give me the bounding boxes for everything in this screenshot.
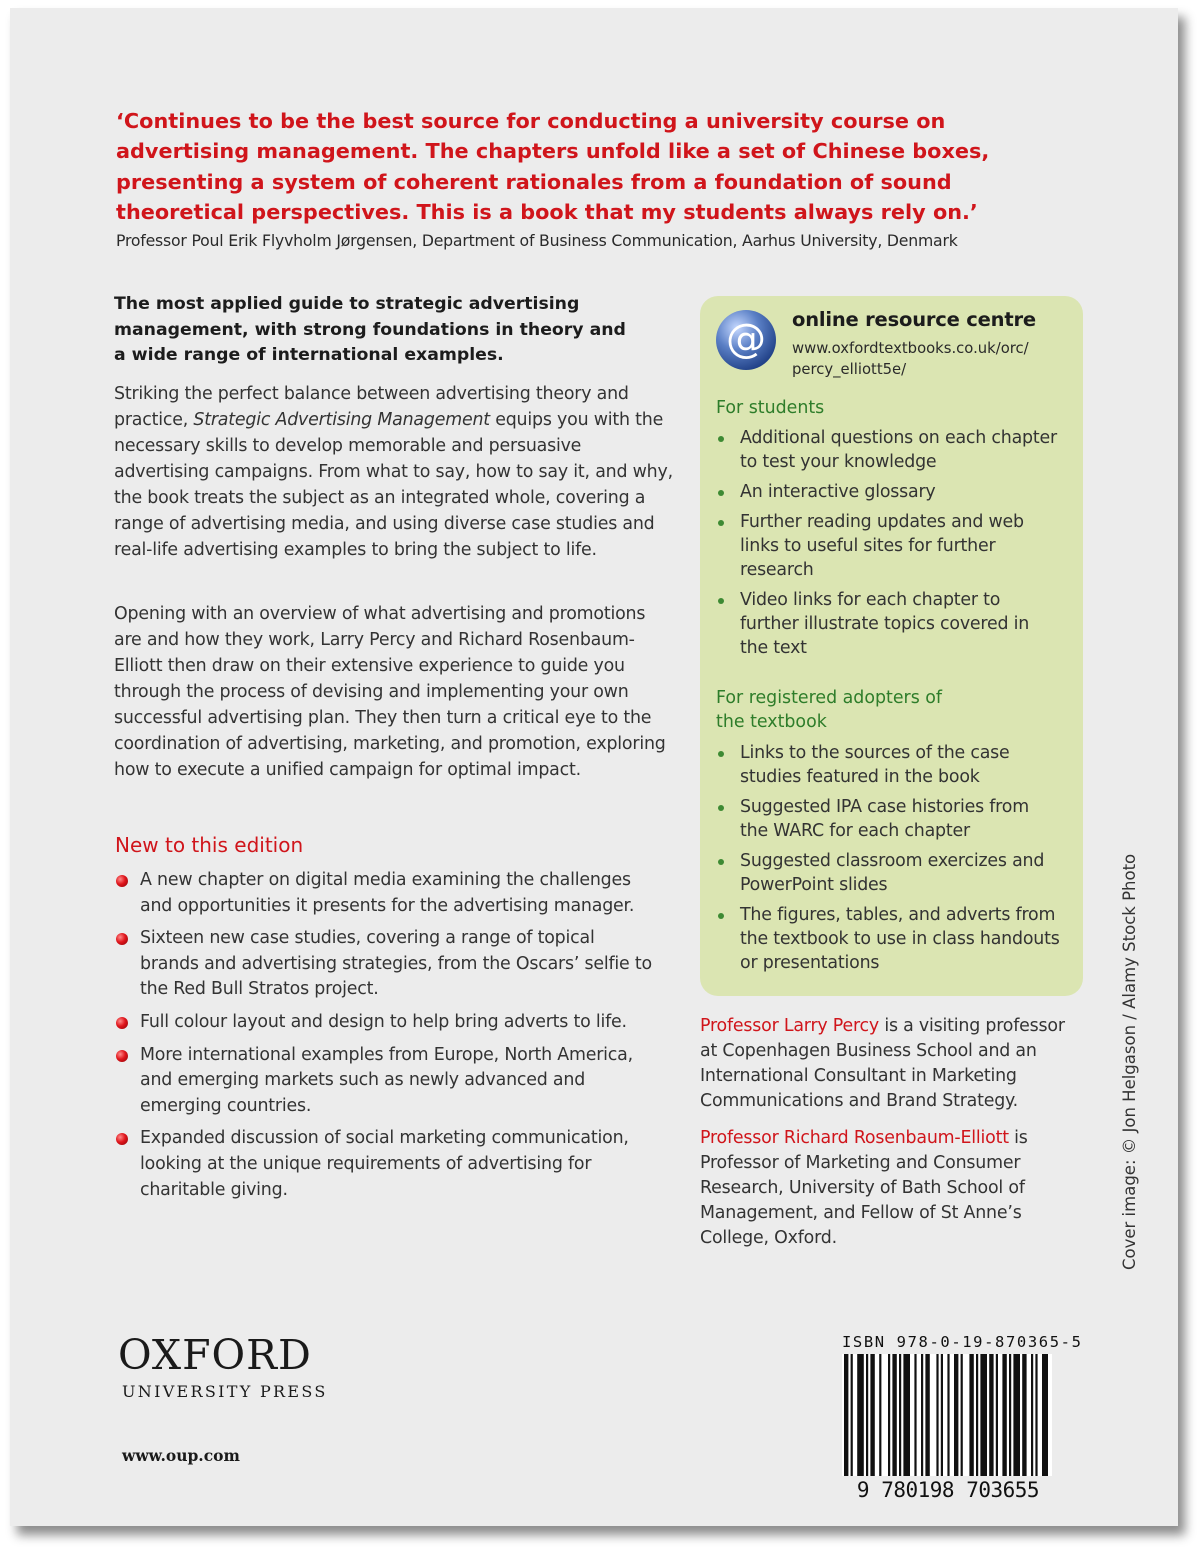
list-item: Expanded discussion of social marketing communication, looking at the unique requirements of advertising for charitable giving.	[116, 1126, 656, 1203]
bullet-icon	[116, 933, 128, 945]
author-name: Professor Richard Rosenbaum-Elliott	[700, 1128, 1009, 1148]
list-item: Additional questions on each chapter to test your knowledge	[716, 426, 1061, 474]
list-item: Video links for each chapter to further illustrate topics covered in the text	[716, 588, 1061, 660]
bullet-icon	[116, 1133, 128, 1145]
bullet-icon	[718, 913, 724, 919]
list-item: Sixteen new case studies, covering a range of topical brands and advertising strategies, from the Oscars’ selfie to the Red Bull Stratos project.	[116, 926, 656, 1003]
adopters-heading: For registered adopters of the textbook	[716, 688, 943, 732]
at-sign-icon: @	[716, 310, 776, 370]
bullet-icon	[718, 520, 724, 526]
bullet-icon	[116, 1017, 128, 1029]
list-item: More international examples from Europe, North America, and emerging markets such as newly advanced and emerging countries.	[116, 1043, 656, 1120]
publisher-logo-oxford: OXFORD	[118, 1331, 312, 1379]
description-paragraph-2: Opening with an overview of what advertising and promotions are and how they work, Larry Percy and Richard Rosenbaum-Elliott then draw on their extensive experience to guide you through the process of devising and implementing your own successful advertising plan. They then turn a critical eye to the coordination of advertising, marketing, and promotion, exploring how to execute a unified campaign for optimal impact.	[114, 604, 666, 780]
bullet-icon	[718, 436, 724, 442]
author-bio-1: Professor Larry Percy is a visiting professor at Copenhagen Business School and an International Consultant in Marketing Communications and Brand Strategy.	[700, 1016, 1065, 1111]
bullet-icon	[718, 490, 724, 496]
bullet-icon	[718, 751, 724, 757]
list-item: A new chapter on digital media examining the challenges and opportunities it presents for the advertising manager.	[116, 868, 656, 919]
cover-image-credit: Cover image: © Jon Helgason / Alamy Stock Photo	[1120, 853, 1139, 1270]
orc-title: online resource centre	[792, 308, 1036, 331]
adopters-list	[716, 741, 1061, 981]
bullet-icon	[116, 875, 128, 887]
lead-summary: The most applied guide to strategic advertising management, with strong foundations in theory and a wide range of international examples.	[114, 294, 626, 365]
new-edition-heading: New to this edition	[115, 833, 304, 857]
publisher-website[interactable]: www.oup.com	[122, 1446, 240, 1465]
review-quote: ‘Continues to be the best source for conducting a university course on advertising management. The chapters unfold like a set of Chinese boxes, presenting a system of coherent rationales from a foundation of sound theoretical perspectives. This is a book that my students always rely on.’	[116, 109, 990, 224]
barcode	[842, 1354, 1052, 1476]
online-resource-centre-panel	[700, 296, 1083, 996]
publisher-logo-subtitle: UNIVERSITY PRESS	[122, 1382, 328, 1401]
students-list	[716, 426, 1061, 666]
bullet-icon	[718, 859, 724, 865]
bullet-icon	[718, 805, 724, 811]
list-item: An interactive glossary	[716, 480, 1061, 504]
isbn-label: ISBN 978-0-19-870365-5	[842, 1333, 1083, 1351]
students-heading: For students	[716, 398, 825, 418]
book-title: Strategic Advertising Management	[193, 410, 490, 430]
book-back-cover	[10, 8, 1178, 1526]
bullet-icon	[116, 1050, 128, 1062]
new-edition-list	[116, 868, 656, 1210]
list-item: Suggested classroom exercizes and PowerPoint slides	[716, 849, 1061, 897]
list-item: Further reading updates and web links to useful sites for further research	[716, 510, 1061, 582]
barcode-number: 9 780198 703655	[856, 1478, 1040, 1502]
list-item: The figures, tables, and adverts from the textbook to use in class handouts or presentations	[716, 903, 1061, 975]
list-item: Links to the sources of the case studies featured in the book	[716, 741, 1061, 789]
author-name: Professor Larry Percy	[700, 1016, 879, 1036]
bullet-icon	[718, 598, 724, 604]
list-item: Full colour layout and design to help bring adverts to life.	[116, 1010, 656, 1036]
quote-attribution: Professor Poul Erik Flyvholm Jørgensen, Department of Business Communication, Aarhus University, Denmark	[116, 231, 958, 250]
author-bio-2: Professor Richard Rosenbaum-Elliott is Professor of Marketing and Consumer Research, University of Bath School of Management, and Fellow of St Anne’s College, Oxford.	[700, 1128, 1028, 1248]
list-item: Suggested IPA case histories from the WARC for each chapter	[716, 795, 1061, 843]
description-paragraph-1: Striking the perfect balance between advertising theory and practice, Strategic Advertising Management equips you with the necessary skills to develop memorable and persuasive advertising campaigns. From what to say, how to say it, and why, the book treats the subject as an integrated whole, covering a range of advertising media, and using diverse case studies and real-life advertising examples to bring the subject to life.	[114, 384, 673, 560]
orc-url[interactable]: www.oxfordtextbooks.co.uk/orc/ percy_elliott5e/	[792, 340, 1029, 378]
